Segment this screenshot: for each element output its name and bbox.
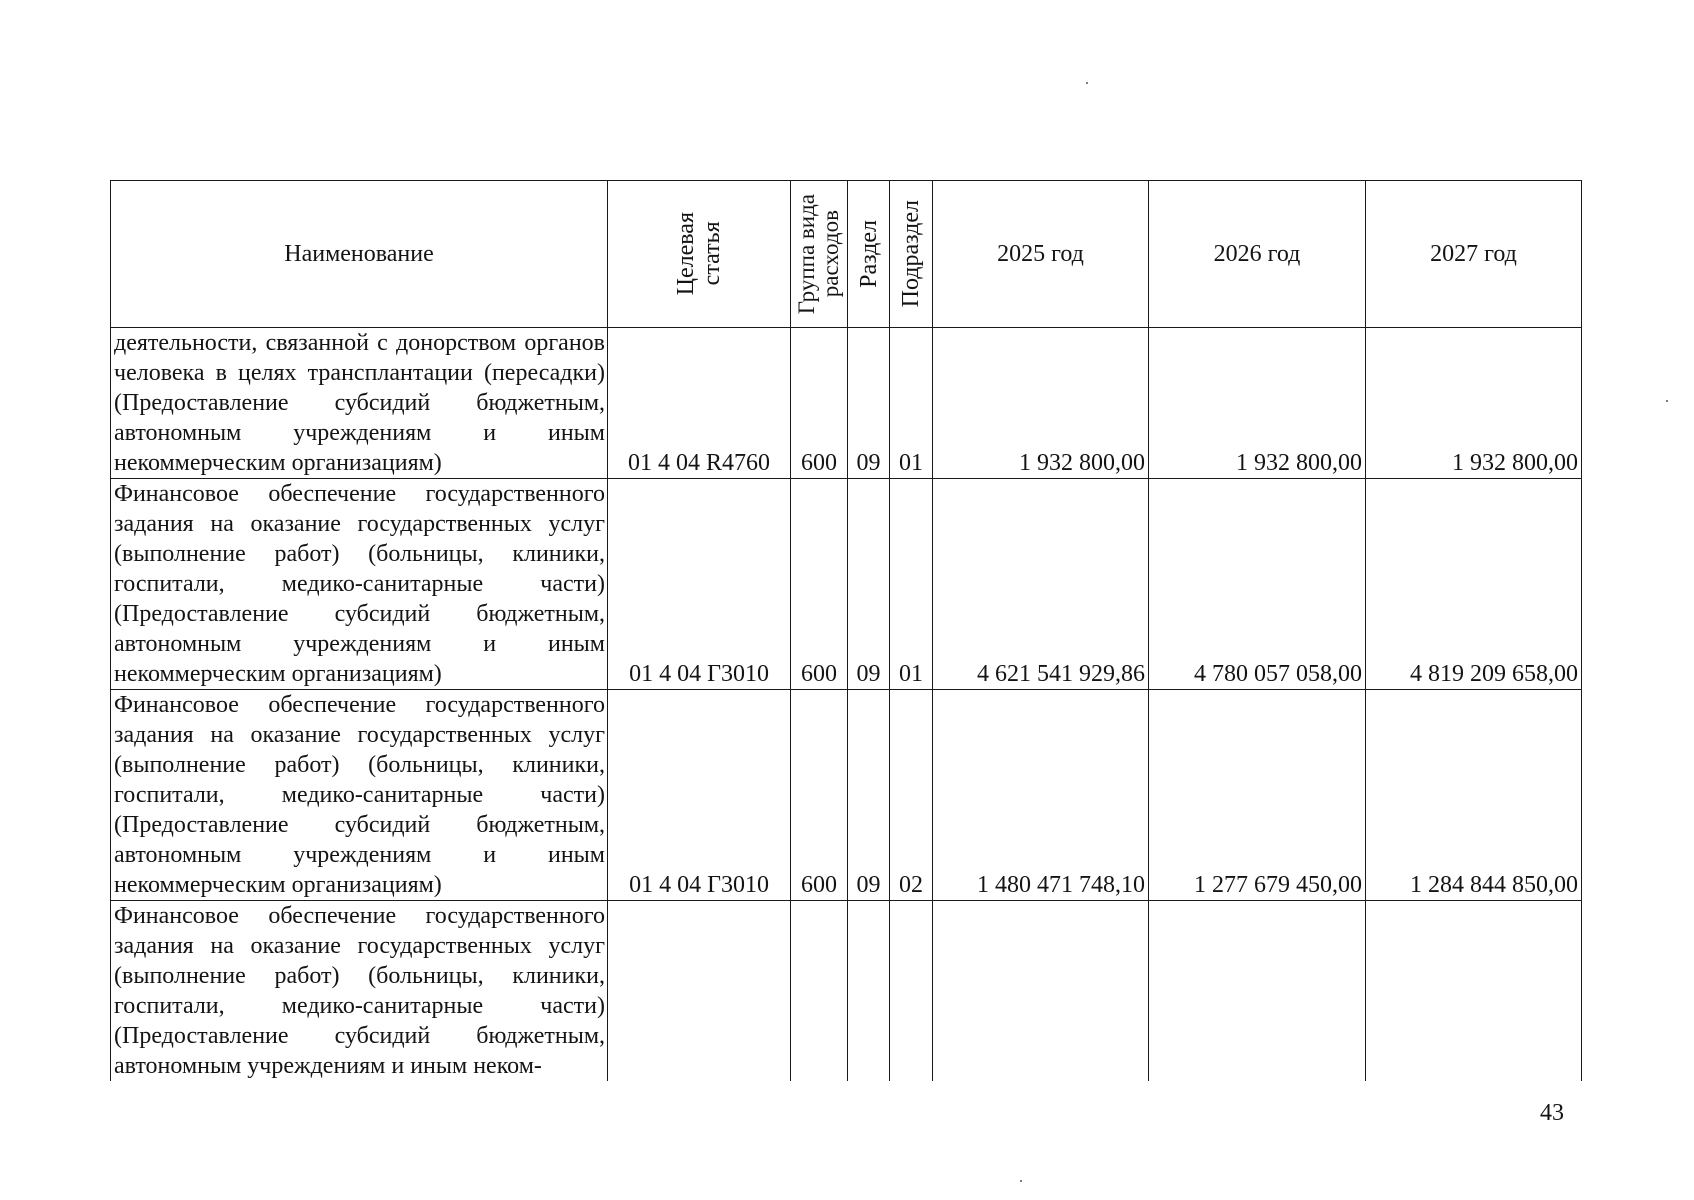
scan-speck [1666,400,1668,402]
row-section: 09 [848,690,890,901]
row-target-article [608,901,791,1082]
header-section: Раздел [848,181,890,328]
header-2025: 2025 год [933,181,1149,328]
row-amount-2026 [1149,901,1366,1082]
scan-speck [1020,1180,1022,1182]
header-2027: 2027 год [1366,181,1582,328]
row-target-article: 01 4 04 R4760 [608,328,791,479]
table-row [111,328,1582,479]
row-name: Финансовое обеспечение государственного задания на оказание государственных услуг (выполнение работ) (больницы, клиники, госпитали, медико-санитарные части) (Предоставление субсидий бюджетным, автономным учреждениям и иным некоммерческим организациям) [111,690,608,901]
header-2026: 2026 год [1149,181,1366,328]
header-expense-group [791,181,848,328]
row-expense-group [791,901,848,1082]
row-amount-2027: 1 932 800,00 [1366,328,1582,479]
row-expense-group: 600 [791,479,848,690]
row-name: Финансовое обеспечение государственного задания на оказание государственных услуг (выполнение работ) (больницы, клиники, госпитали, медико-санитарные части) (Предоставление субсидий бюджетным, автономным учреждениям и иным неком- [111,901,608,1082]
row-amount-2026: 1 277 679 450,00 [1149,690,1366,901]
row-amount-2025: 1 932 800,00 [933,328,1149,479]
row-name: деятельности, связанной с донорством органов человека в целях трансплантации (пересадки) (Предоставление субсидий бюджетным, автономным учреждениям и иным некоммерческим организациям) [111,328,608,479]
header-group-line2: расходов [818,210,843,298]
row-amount-2025: 4 621 541 929,86 [933,479,1149,690]
row-amount-2027: 1 284 844 850,00 [1366,690,1582,901]
scan-speck [1086,82,1088,84]
table-row [111,901,1582,1082]
row-section: 09 [848,328,890,479]
row-section: 09 [848,479,890,690]
row-section [848,901,890,1082]
header-name: Наименование [111,181,608,328]
header-group-line1: Группа вида [794,193,819,315]
table-header [111,181,1582,328]
row-expense-group: 600 [791,690,848,901]
row-amount-2027 [1366,901,1582,1082]
header-target-article [608,181,791,328]
row-target-article: 01 4 04 Г3010 [608,690,791,901]
row-amount-2026: 4 780 057 058,00 [1149,479,1366,690]
row-target-article: 01 4 04 Г3010 [608,479,791,690]
row-subsection [890,901,933,1082]
row-name: Финансовое обеспечение государственного задания на оказание государственных услуг (выполнение работ) (больницы, клиники, госпитали, медико-санитарные части) (Предоставление субсидий бюджетным, автономным учреждениям и иным некоммерческим организациям) [111,479,608,690]
row-expense-group: 600 [791,328,848,479]
row-subsection: 01 [890,328,933,479]
row-subsection: 02 [890,690,933,901]
table-row [111,479,1582,690]
header-target-line2: статья [699,222,725,286]
page-number: 43 [1540,1100,1564,1126]
row-amount-2026: 1 932 800,00 [1149,328,1366,479]
row-amount-2027: 4 819 209 658,00 [1366,479,1582,690]
table-body [111,328,1582,1082]
budget-table [110,180,1582,1081]
header-subsection: Подраздел [890,181,933,328]
table-row [111,690,1582,901]
header-target-line1: Целевая [673,212,699,296]
row-amount-2025: 1 480 471 748,10 [933,690,1149,901]
row-amount-2025 [933,901,1149,1082]
row-subsection: 01 [890,479,933,690]
